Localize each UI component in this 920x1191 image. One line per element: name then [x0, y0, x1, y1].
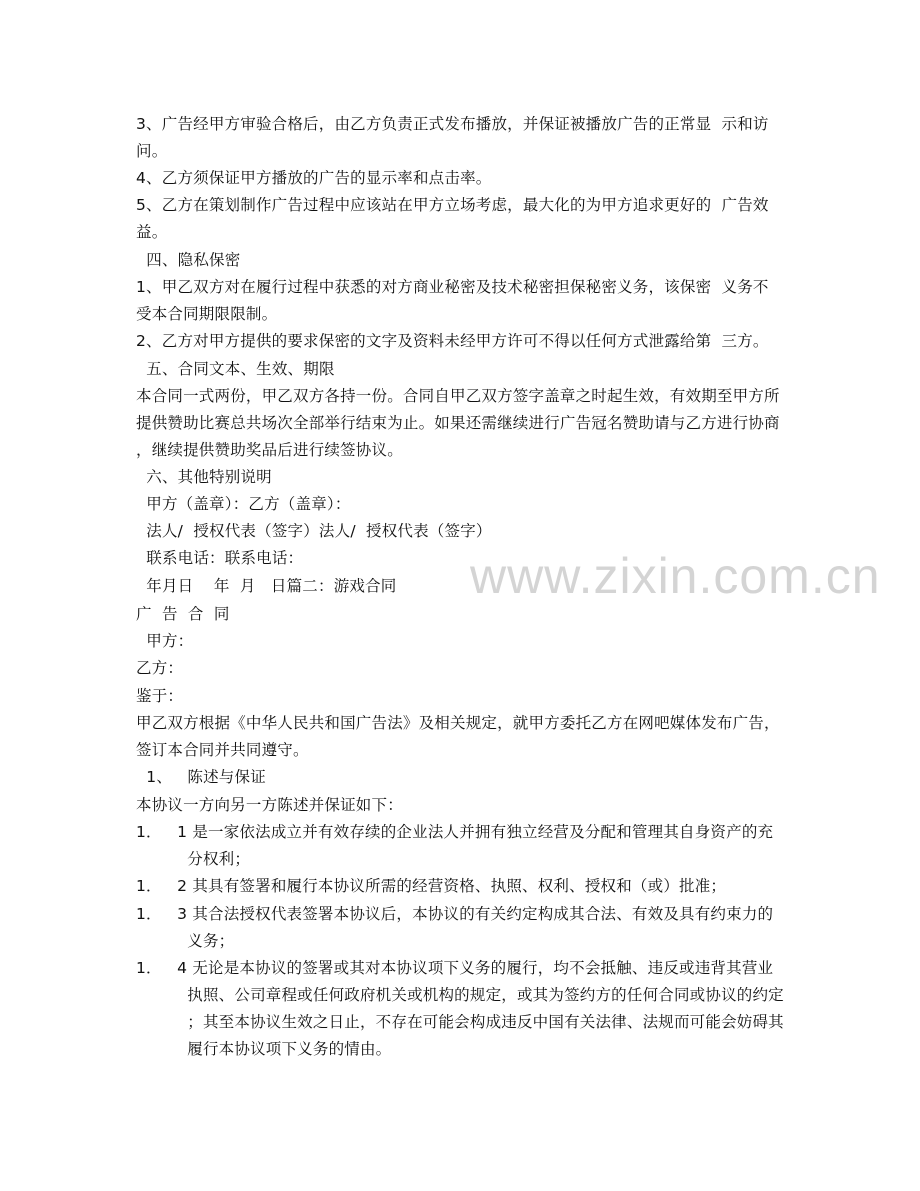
text-line: 履行本协议项下义务的情由。	[136, 1040, 392, 1058]
text-line: 分权利；	[136, 850, 251, 868]
text-line: 法人/ 授权代表（签字）法人/ 授权代表（签字）	[136, 522, 492, 540]
text-line: 乙方：	[136, 659, 184, 677]
text-line: ；其至本协议生效之日止，不存在可能会构成违反中国有关法律、法规而可能会妨碍其	[136, 1013, 784, 1031]
text-line: 益。	[136, 223, 168, 241]
text-line: 1、 陈述与保证	[136, 768, 266, 786]
text-line: 提供赞助比赛总共场次全部举行结束为止。如果还需继续进行广告冠名赞助请与乙方进行协商	[136, 414, 780, 432]
text-line: 受本合同期限限制。	[136, 305, 278, 323]
text-line: 1． 3 其合法授权代表签署本协议后，本协议的有关约定构成其合法、有效及具有约束力的	[136, 905, 774, 923]
text-line: 义务；	[136, 932, 235, 950]
text-line: 1． 1 是一家依法成立并有效存续的企业法人并拥有独立经营及分配和管理其自身资产的充	[136, 823, 774, 841]
text-line: 五、合同文本、生效、期限	[136, 360, 335, 378]
text-line: 1、甲乙双方对在履行过程中获悉的对方商业秘密及技术秘密担保秘密义务，该保密 义务不	[136, 278, 769, 296]
text-line: 甲乙双方根据《中华人民共和国广告法》及相关规定，就甲方委托乙方在网吧媒体发布广告，	[136, 714, 780, 732]
text-line: ，继续提供赞助奖品后进行续签协议。	[136, 441, 403, 459]
text-line: 问。	[136, 142, 168, 160]
text-line: 甲方（盖章）：乙方（盖章）：	[136, 495, 351, 513]
text-line: 鉴于：	[136, 687, 184, 705]
watermark: www.zixin.com.cn	[470, 548, 881, 604]
text-line: 广 告 合 同	[136, 605, 230, 623]
text-line: 5、乙方在策划制作广告过程中应该站在甲方立场考虑，最大化的为甲方追求更好的 广告效	[136, 196, 769, 214]
text-line: 六、其他特别说明	[136, 468, 272, 486]
text-line: 四、隐私保密	[136, 251, 241, 269]
text-line: 执照、公司章程或任何政府机关或机构的规定，或其为签约方的任何合同或协议的约定	[136, 986, 784, 1004]
text-line: 联系电话：联系电话：	[136, 549, 304, 567]
text-line: 本协议一方向另一方陈述并保证如下：	[136, 796, 403, 814]
text-line: 甲方：	[136, 632, 194, 650]
text-line: 2、乙方对甲方提供的要求保密的文字及资料未经甲方许可不得以任何方式泄露给第 三方。	[136, 332, 769, 350]
text-line: 1． 4 无论是本协议的签署或其对本协议项下义务的履行，均不会抵触、违反或违背其营业	[136, 959, 774, 977]
text-line: 签订本合同并共同遵守。	[136, 741, 309, 759]
text-line: 年月日 年 月 日篇二：游戏合同	[136, 577, 397, 595]
text-line: 1． 2 其具有签署和履行本协议所需的经营资格、执照、权利、授权和（或）批准；	[136, 877, 727, 895]
text-line: 本合同一式两份，甲乙双方各持一份。合同自甲乙双方签字盖章之时起生效，有效期至甲方所	[136, 387, 780, 405]
text-line: 4、乙方须保证甲方播放的广告的显示率和点击率。	[136, 169, 492, 187]
text-line: 3、广告经甲方审验合格后，由乙方负责正式发布播放，并保证被播放广告的正常显 示和访	[136, 115, 769, 133]
